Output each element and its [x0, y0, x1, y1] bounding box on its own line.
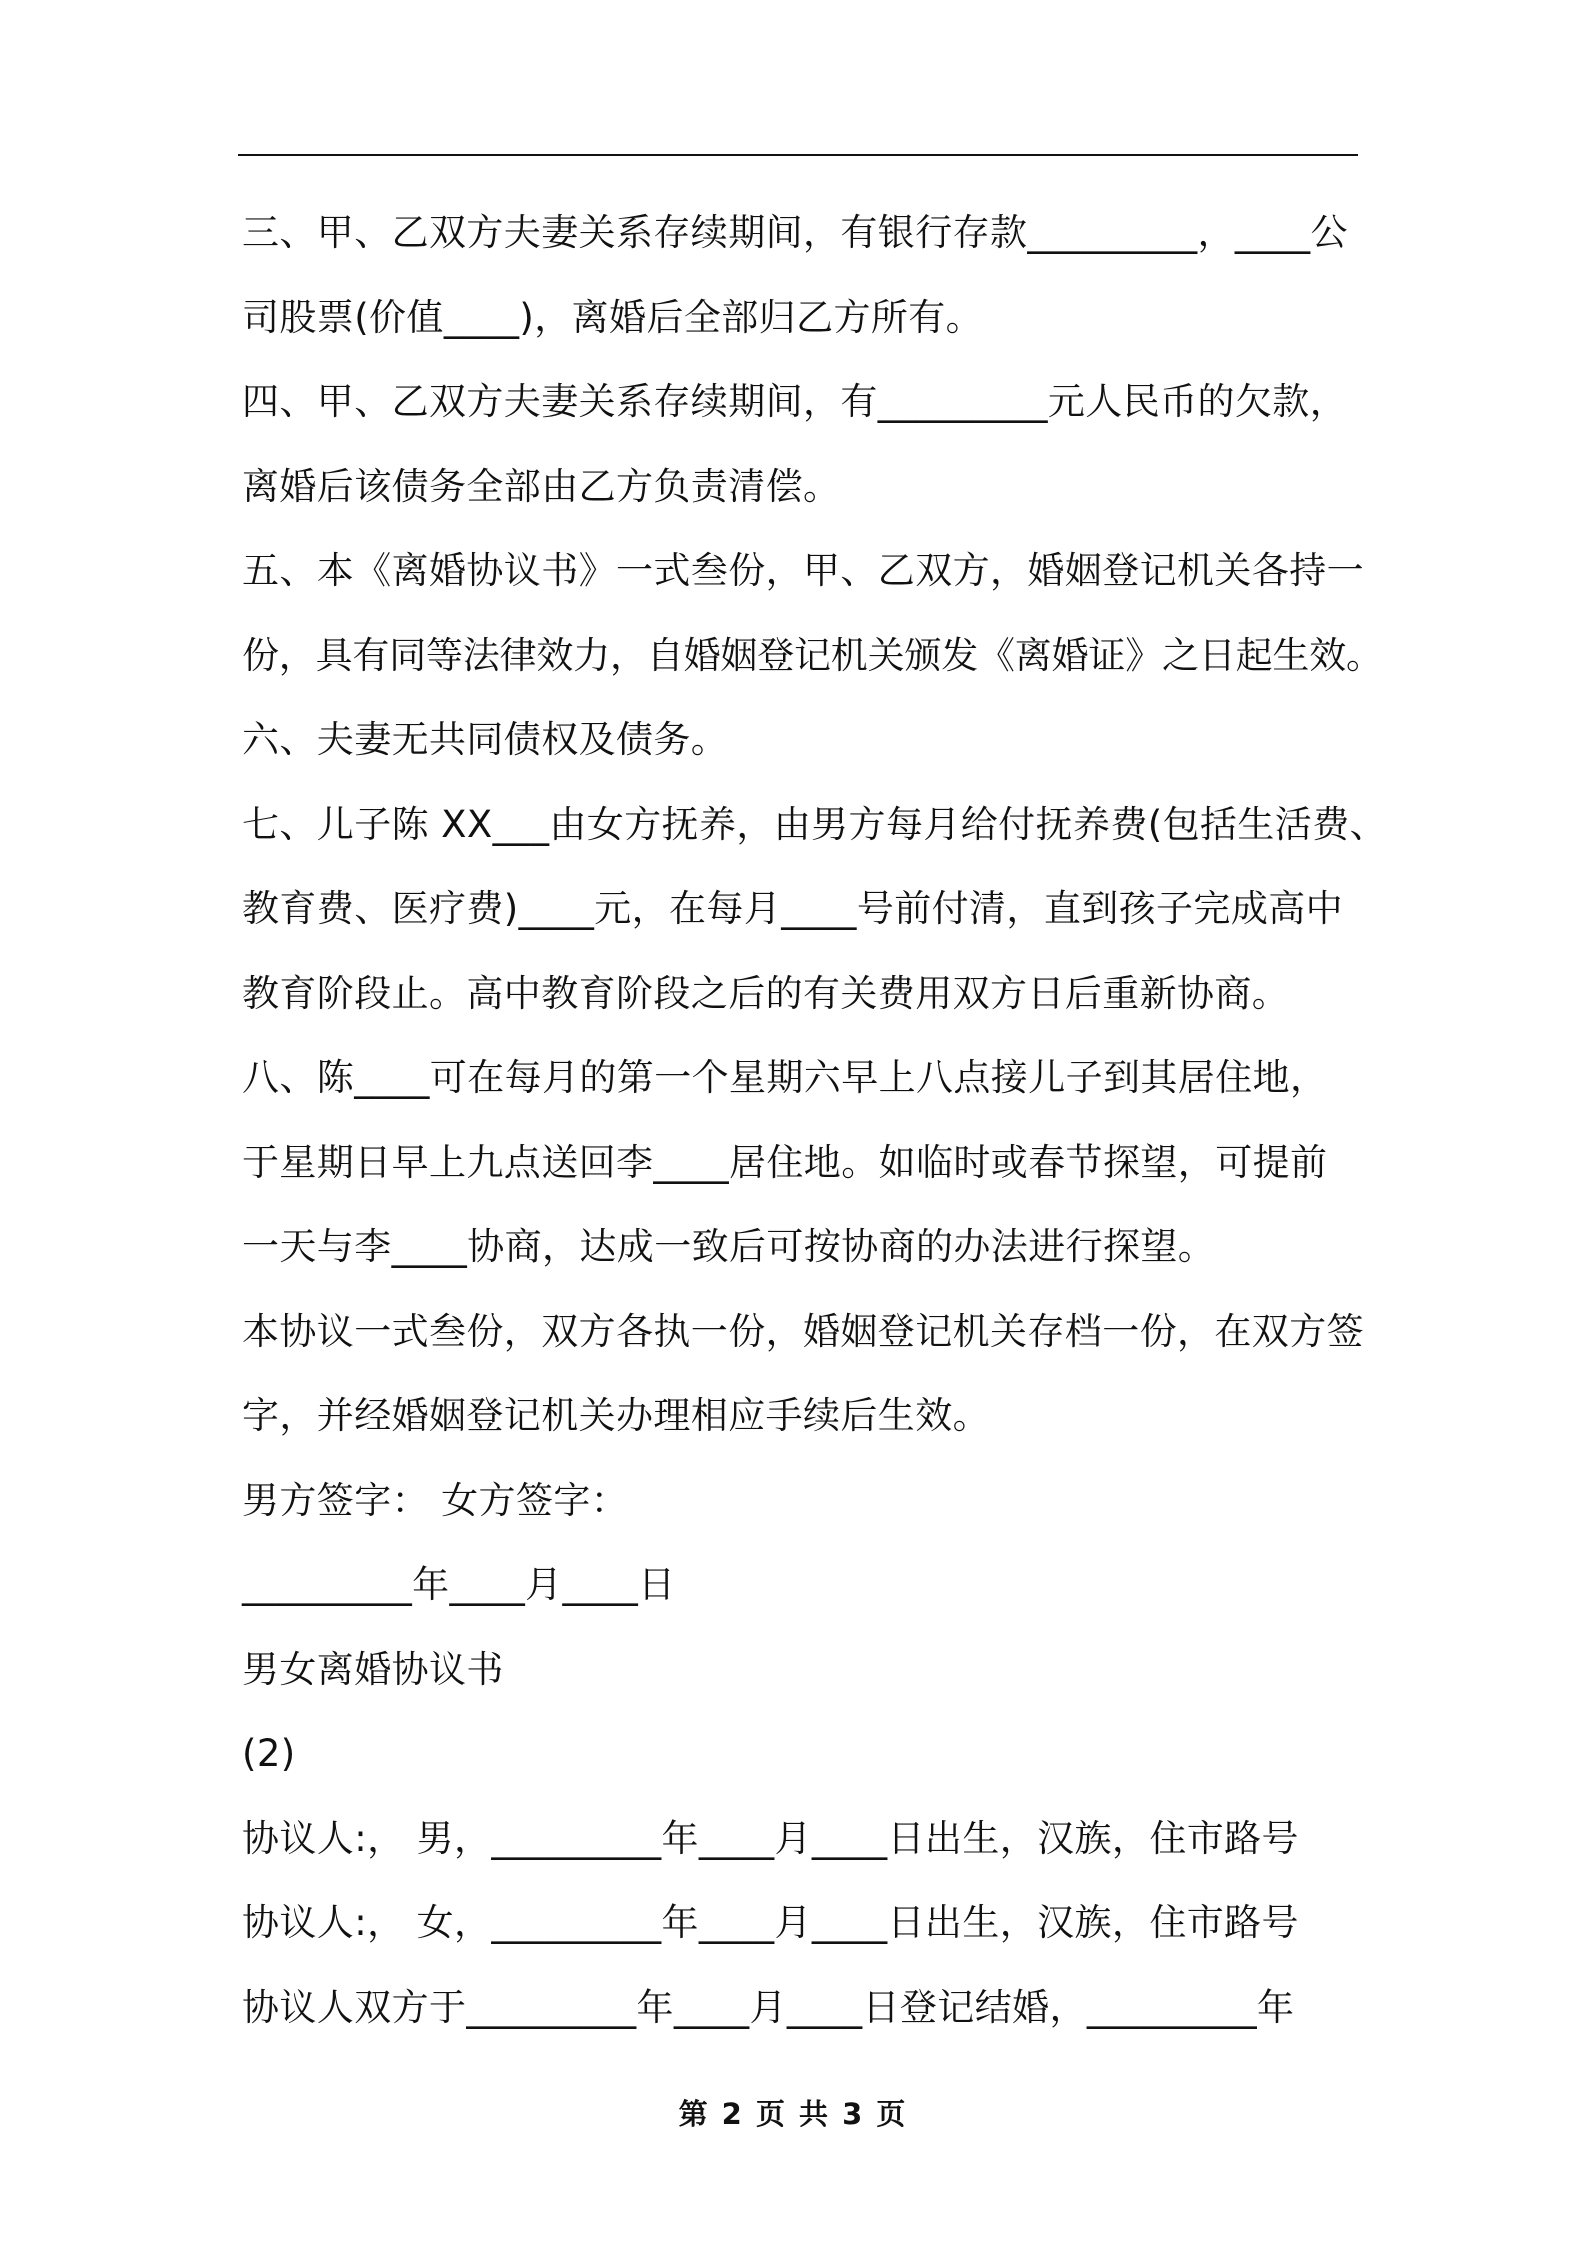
- clause-line: 六、夫妻无共同债权及债务。: [242, 718, 729, 761]
- section-title: 男女离婚协议书: [242, 1647, 504, 1691]
- clause-line: 四、甲、乙双方夫妻关系存续期间，有_________元人民币的欠款，: [242, 380, 1348, 423]
- party-line: 协议人:， 女，_________年____月____日出生，汉族，住市路号: [242, 1901, 1299, 1944]
- page-number: 第 2 页 共 3 页: [678, 2097, 908, 2131]
- clause-line: 司股票(价值____)，离婚后全部归乙方所有。: [242, 295, 984, 339]
- clause-line: 份，具有同等法律效力，自婚姻登记机关颁发《离婚证》之日起生效。: [242, 633, 1383, 677]
- clause-line: 协议人双方于_________年____月____日登记结婚，_________年: [242, 1985, 1295, 2029]
- clause-line: 三、甲、乙双方夫妻关系存续期间，有银行存款_________，____公: [242, 211, 1348, 254]
- clause-line: 教育费、医疗费)____元，在每月____号前付清，直到孩子完成高中: [242, 887, 1344, 930]
- clause-line: 七、儿子陈 XX___由女方抚养，由男方每月给付抚养费(包括生活费、: [242, 802, 1387, 846]
- signature-line: 男方签字： 女方签字：: [242, 1478, 629, 1522]
- header-rule: [238, 154, 1358, 156]
- clause-line: 八、陈____可在每月的第一个星期六早上八点接儿子到其居住地，: [242, 1056, 1328, 1099]
- clause-line: 五、本《离婚协议书》一式叁份，甲、乙双方，婚姻登记机关各持一: [242, 549, 1364, 592]
- clause-line: 教育阶段止。高中教育阶段之后的有关费用双方日后重新协商。: [242, 971, 1290, 1015]
- section-number: (2): [242, 1732, 296, 1775]
- date-line: _________年____月____日: [242, 1563, 676, 1606]
- clause-line: 字，并经婚姻登记机关办理相应手续后生效。: [242, 1394, 990, 1437]
- party-line: 协议人:， 男，_________年____月____日出生，汉族，住市路号: [242, 1816, 1299, 1860]
- clause-line: 一天与李____协商，达成一致后可按协商的办法进行探望。: [242, 1225, 1216, 1268]
- clause-line: 本协议一式叁份，双方各执一份，婚姻登记机关存档一份，在双方签: [242, 1309, 1364, 1353]
- clause-line: 离婚后该债务全部由乙方负责清偿。: [242, 464, 841, 508]
- clause-line: 于星期日早上九点送回李____居住地。如临时或春节探望，可提前: [242, 1140, 1328, 1184]
- document-body: [242, 196, 1387, 2055]
